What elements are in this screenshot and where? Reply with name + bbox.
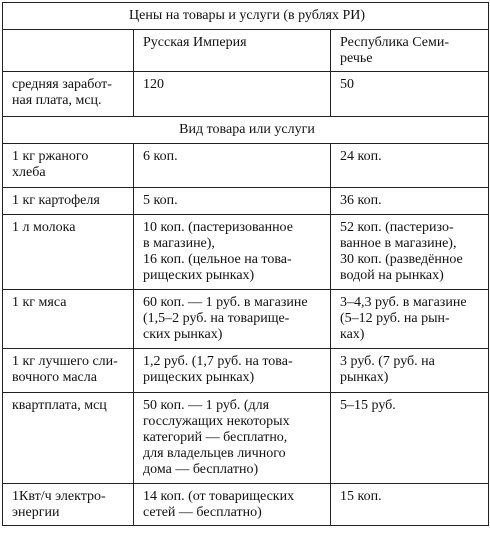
- empire-price-cell: 60 коп. — 1 руб. в магазине (1,5–2 руб. на товарище- ских рынках): [134, 290, 331, 349]
- salary-label: средняя заработ- ная плата, мсц.: [3, 72, 134, 117]
- header-russian-empire: Русская Империя: [134, 30, 331, 72]
- salary-republic: 50: [331, 72, 489, 117]
- section-row: [3, 117, 489, 144]
- republic-price-cell: 5–15 руб.: [331, 393, 489, 484]
- table-title: Цены на товары и услуги (в рублях РИ): [3, 3, 489, 30]
- table-row: [3, 349, 489, 393]
- republic-price-cell: 3 руб. (7 руб. на рынках): [331, 349, 489, 393]
- table-row: [3, 484, 489, 526]
- item-cell: 1Квт/ч электро- энергии: [3, 484, 134, 526]
- republic-price-cell: 3–4,3 руб. в магазине (5–12 руб. на рын- ках): [331, 290, 489, 349]
- prices-table: [2, 2, 489, 526]
- republic-price-cell: 36 коп.: [331, 188, 489, 215]
- empire-price-cell: 14 коп. (от товарищеских сетей — бесплатно): [134, 484, 331, 526]
- item-cell: 1 л молока: [3, 215, 134, 290]
- republic-price-cell: 24 коп.: [331, 144, 489, 188]
- salary-row: [3, 72, 489, 117]
- empire-price-cell: 1,2 руб. (1,7 руб. на това- рищеских рынках): [134, 349, 331, 393]
- table-row: [3, 290, 489, 349]
- table-row: [3, 188, 489, 215]
- header-row: [3, 30, 489, 72]
- item-cell: 1 кг картофеля: [3, 188, 134, 215]
- empire-price-cell: 6 коп.: [134, 144, 331, 188]
- table-row: [3, 144, 489, 188]
- republic-price-cell: 52 коп. (пастеризо- ванное в магазине), 30 коп. (разведённое водой на рынках): [331, 215, 489, 290]
- republic-price-cell: 15 коп.: [331, 484, 489, 526]
- header-empty-cell: [3, 30, 134, 72]
- salary-empire: 120: [134, 72, 331, 117]
- empire-price-cell: 50 коп. — 1 руб. (для госслужащих некоторых категорий — бесплатно, для владельцев личного дома — бесплатно): [134, 393, 331, 484]
- empire-price-cell: 10 коп. (пастеризованное в магазине), 16 коп. (цельное на това- рищеских рынках): [134, 215, 331, 290]
- empire-price-cell: 5 коп.: [134, 188, 331, 215]
- title-row: [3, 3, 489, 30]
- section-heading: Вид товара или услуги: [3, 117, 489, 144]
- table-row: [3, 215, 489, 290]
- item-cell: квартплата, мсц: [3, 393, 134, 484]
- item-cell: 1 кг мяса: [3, 290, 134, 349]
- item-cell: 1 кг лучшего сли- вочного масла: [3, 349, 134, 393]
- table-row: [3, 393, 489, 484]
- header-republic-semirechye: Республика Семи- речье: [331, 30, 489, 72]
- item-cell: 1 кг ржаного хлеба: [3, 144, 134, 188]
